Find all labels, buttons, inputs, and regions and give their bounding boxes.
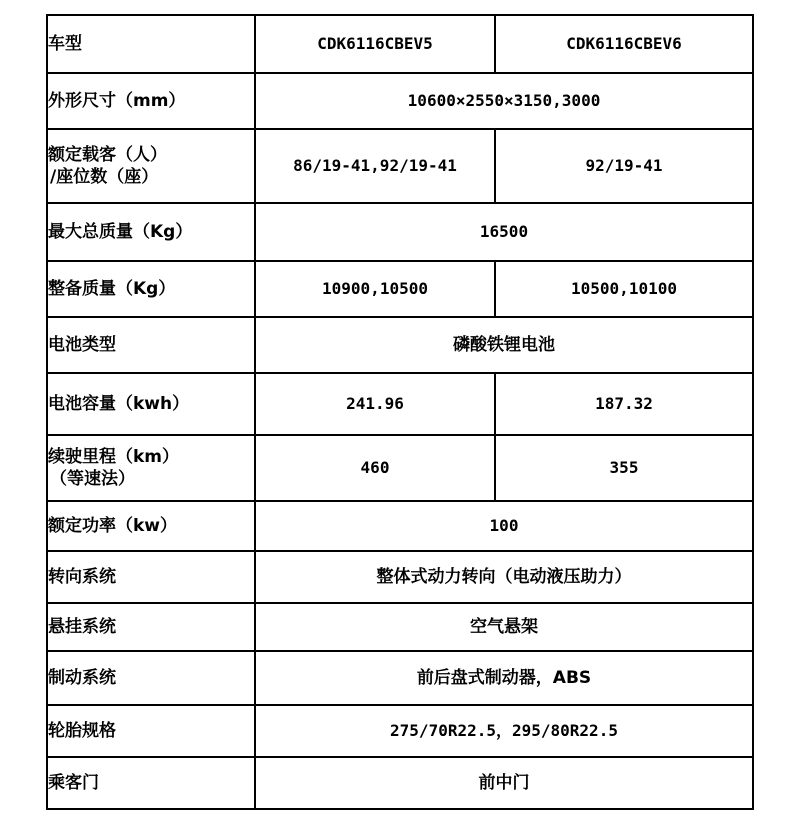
row-label-rated-power: 额定功率（kw） [47, 501, 255, 551]
table-row [47, 203, 753, 261]
suspension-value: 空气悬架 [255, 603, 753, 651]
brakes-value: 前后盘式制动器，ABS [255, 651, 753, 705]
range-label-line2: （等速法） [50, 469, 135, 489]
capacity-label-line2: /座位数（座） [50, 167, 159, 187]
table-row [47, 261, 753, 317]
steering-value: 整体式动力转向（电动液压助力） [255, 551, 753, 603]
battery-type-value: 磷酸铁锂电池 [255, 317, 753, 373]
table-row [47, 15, 753, 73]
capacity-value-1: 86/19-41,92/19-41 [255, 129, 495, 203]
range-value-1: 460 [255, 435, 495, 501]
battery-capacity-value-1: 241.96 [255, 373, 495, 435]
row-label-max-mass: 最大总质量（Kg） [47, 203, 255, 261]
spec-table [46, 14, 754, 810]
row-label-capacity [47, 129, 255, 203]
table-row [47, 603, 753, 651]
dimensions-value: 10600×2550×3150,3000 [255, 73, 753, 129]
table-row [47, 551, 753, 603]
row-label-brakes: 制动系统 [47, 651, 255, 705]
model-value-1: CDK6116CBEV5 [255, 15, 495, 73]
table-row [47, 317, 753, 373]
table-row [47, 73, 753, 129]
row-label-range [47, 435, 255, 501]
rated-power-value: 100 [255, 501, 753, 551]
row-label-doors: 乘客门 [47, 757, 255, 809]
table-row [47, 705, 753, 757]
table-row [47, 651, 753, 705]
range-label-line1: 续驶里程（km） [48, 446, 180, 467]
model-value-2: CDK6116CBEV6 [495, 15, 753, 73]
row-label-steering: 转向系统 [47, 551, 255, 603]
capacity-value-2: 92/19-41 [495, 129, 753, 203]
tires-value: 275/70R22.5，295/80R22.5 [255, 705, 753, 757]
curb-mass-value-2: 10500,10100 [495, 261, 753, 317]
row-label-curb-mass: 整备质量（Kg） [47, 261, 255, 317]
doors-value: 前中门 [255, 757, 753, 809]
row-label-battery-type: 电池类型 [47, 317, 255, 373]
table-row [47, 435, 753, 501]
curb-mass-value-1: 10900,10500 [255, 261, 495, 317]
table-row [47, 757, 753, 809]
capacity-label-line1: 额定载客（人） [48, 144, 167, 165]
row-label-tires: 轮胎规格 [47, 705, 255, 757]
max-mass-value: 16500 [255, 203, 753, 261]
battery-capacity-value-2: 187.32 [495, 373, 753, 435]
row-label-model: 车型 [47, 15, 255, 73]
row-label-battery-capacity: 电池容量（kwh） [47, 373, 255, 435]
table-row [47, 129, 753, 203]
row-label-dimensions: 外形尺寸（mm） [47, 73, 255, 129]
table-row [47, 501, 753, 551]
table-row [47, 373, 753, 435]
range-value-2: 355 [495, 435, 753, 501]
row-label-suspension: 悬挂系统 [47, 603, 255, 651]
